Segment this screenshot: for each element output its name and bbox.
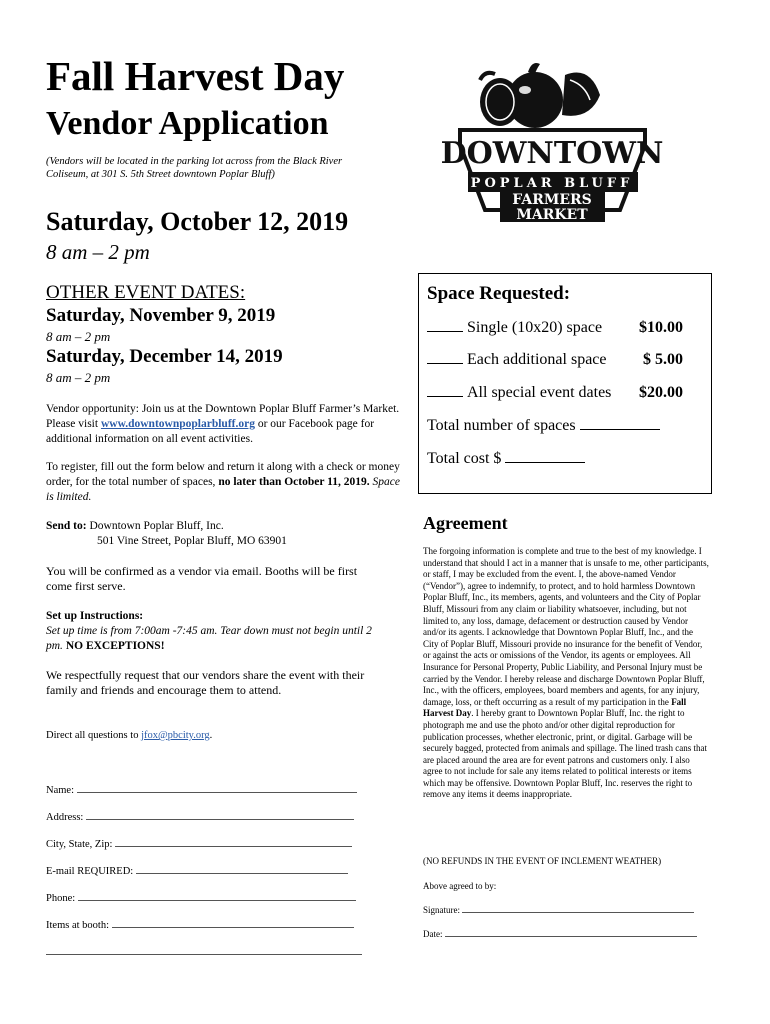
logo-line2: POPLAR BLUFF [470, 176, 634, 191]
space-limited-note: Space is limited. [46, 476, 400, 503]
total-spaces-field[interactable]: Total number of spaces [427, 416, 660, 435]
checkbox-line [427, 351, 463, 364]
date-field[interactable]: Date: [423, 928, 697, 940]
no-refunds-note: (NO REFUNDS IN THE EVENT OF INCLEMENT WEATHER) [423, 856, 662, 866]
main-event-date: Saturday, October 12, 2019 [46, 207, 349, 236]
total-cost-field[interactable]: Total cost $ [427, 449, 585, 468]
location-note: (Vendors will be located in the parking lot across from the Black River Coliseum, at 301 S. 5th Street downtown Poplar Bluff) [46, 156, 343, 180]
confirm-paragraph: You will be confirmed as a vendor via email. Booths will be first come first serve. [46, 564, 358, 593]
other-event-time: 8 am – 2 pm [46, 370, 111, 385]
signature-field[interactable]: Signature: [423, 904, 694, 916]
other-event-date: Saturday, December 14, 2019 [46, 346, 283, 367]
questions-paragraph: Direct all questions to jfox@pbcity.org. [46, 730, 213, 741]
share-paragraph: We respectfully request that our vendors share the event with their family and friends and encourage them to attend. [46, 668, 365, 697]
logo-line3: FARMERS [512, 192, 592, 208]
register-paragraph: To register, fill out the form below and return it along with a check or money order, for the total number of spaces, no later than October 11, 2019. Space is limited. [46, 461, 400, 503]
name-field[interactable]: Name: [46, 783, 357, 798]
logo-line4: MARKET [516, 207, 588, 223]
email-field[interactable]: E-mail REQUIRED: [46, 864, 348, 879]
items-at-booth-field[interactable]: Items at booth: [46, 918, 354, 933]
address-field[interactable]: Address: [46, 810, 354, 825]
space-option-single[interactable]: Single (10x20) space $10.00 [427, 318, 683, 337]
checkbox-line [427, 319, 463, 332]
items-extra-line[interactable] [46, 945, 362, 960]
send-to-address: Send to: Downtown Poplar Bluff, Inc. 501 Vine Street, Poplar Bluff, MO 63901 [46, 520, 287, 547]
above-agreed-label: Above agreed to by: [423, 881, 497, 891]
deadline: no later than October 11, 2019. [218, 476, 370, 488]
other-event-time: 8 am – 2 pm [46, 329, 111, 344]
produce-icon [480, 63, 600, 128]
space-requested-heading: Space Requested: [427, 283, 571, 304]
page-title: Fall Harvest Day [46, 53, 345, 99]
space-option-all-events[interactable]: All special event dates $20.00 [427, 383, 683, 402]
other-events-heading: OTHER EVENT DATES: [46, 282, 246, 303]
page-subtitle: Vendor Application [46, 105, 329, 142]
setup-instructions: Set up Instructions: Set up time is from 7:00am -7:45 am. Tear down must not begin until 2 pm. NO EXCEPTIONS! [46, 610, 372, 652]
opportunity-paragraph: Vendor opportunity: Join us at the Downtown Poplar Bluff Farmer’s Market. Please visit www.downtownpoplarbluff.org or our Facebook page for additional information on all event activities. [46, 403, 400, 445]
city-state-zip-field[interactable]: City, State, Zip: [46, 837, 352, 852]
website-link[interactable]: www.downtownpoplarbluff.org [100, 418, 255, 430]
other-event-date: Saturday, November 9, 2019 [46, 305, 276, 326]
space-option-additional[interactable]: Each additional space $ 5.00 [427, 350, 683, 369]
downtown-farmers-market-logo [440, 60, 665, 230]
logo-line1: DOWNTOWN [440, 136, 664, 171]
contact-email-link[interactable]: jfox@pbcity.org [141, 730, 210, 741]
main-event-time: 8 am – 2 pm [46, 240, 150, 264]
agreement-text: The forgoing information is complete and true to the best of my knowledge. I understand that should I act in a manner that is unsafe to me, other participants, or staff, I may be excluded from the event. I, the above-named Vendor (“Vendor”), agree to indemnify, to protect, and to hold harmless Downtown Poplar Bluff, Inc., its members, agents, and volunteers and the City of Poplar Bluff, Missouri from any claim or liability whatsoever, including, but not limited to, any loss, damage, defacement or destruction caused by Vendor and/or its agents. I acknowledge that Downtown Poplar Bluff, Inc., and the City of Poplar Bluff, Missouri provide no insurance for the benefit of Vendor, or against the acts or omissions of the Vendor, its agents or employees. All Insurance for Personal Property, Public Liability, and Personal Injury must be carried by the Vendor. I hereby release and discharge Downtown Poplar Bluff, Inc., with the officers, employees, board members and agents, for any injury, damage, loss, or theft occurring as a result of my participation in the Fall Harvest Day. I hereby grant to Downtown Poplar Bluff, Inc. the right to photograph me and use the photo and/or other digital reproduction for publication processes, whether electronic, print, or digital. Garbage will be securely bagged, protected from animals and spillage. The lined trash cans that are placed around the area are for event patrons and customers only. I also agree to not include for sale any items related to political interests or items which may be offensive. Downtown Poplar Bluff, Inc. reserves the right to remove any items it deems inappropriate. [423, 546, 709, 800]
phone-field[interactable]: Phone: [46, 891, 356, 906]
agreement-heading: Agreement [423, 513, 508, 533]
checkbox-line [427, 384, 463, 397]
